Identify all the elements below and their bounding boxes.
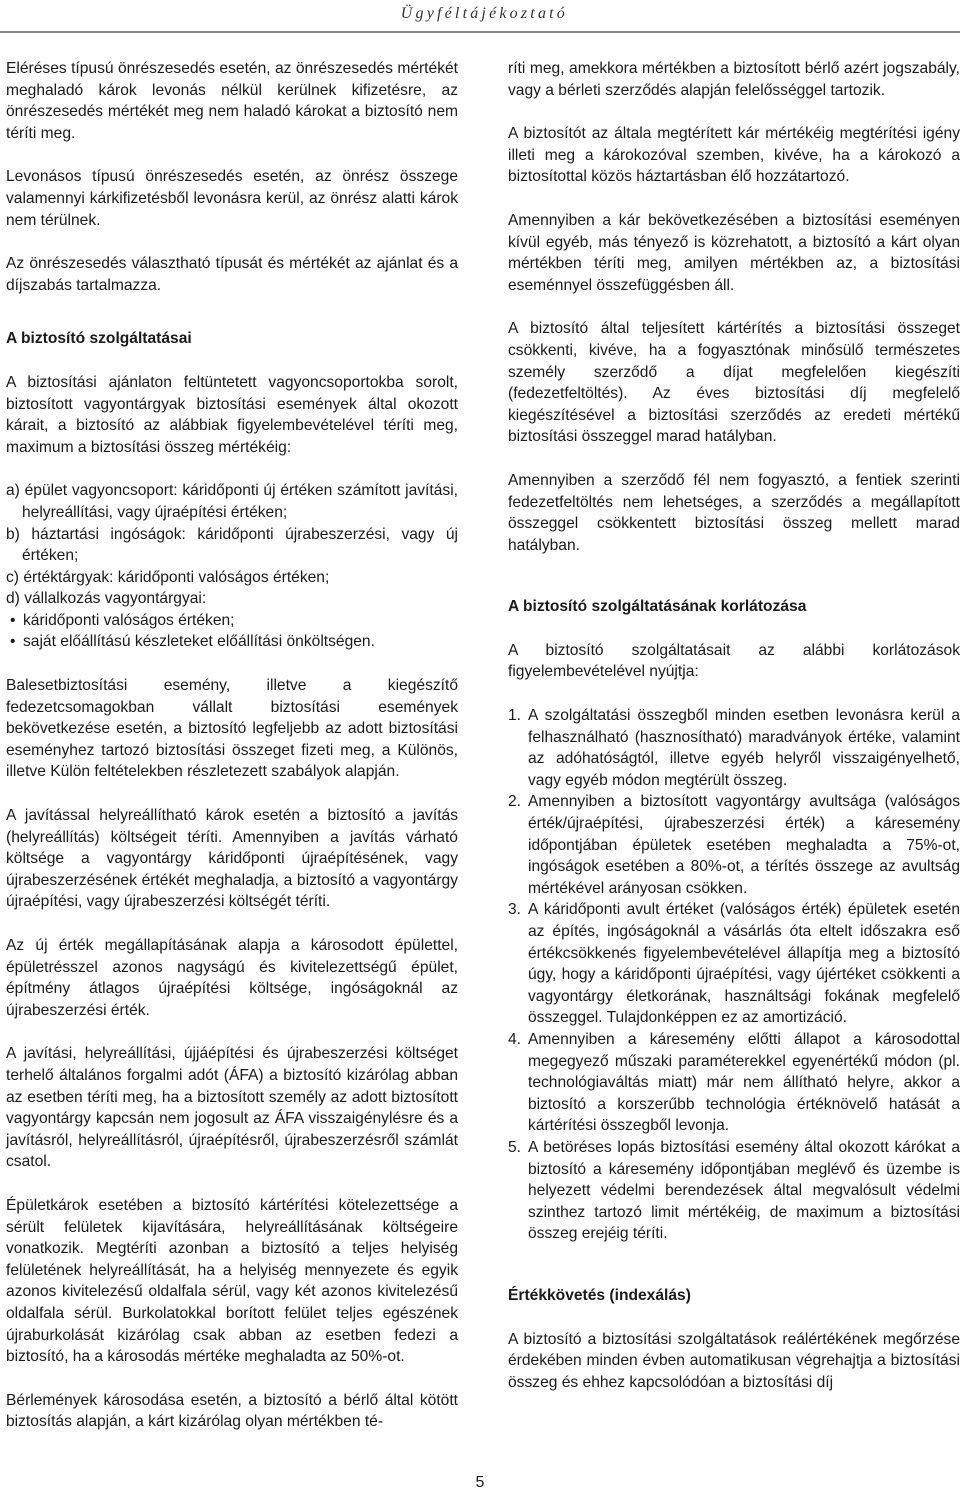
list-item: c) értéktárgyak: káridőponti valóságos értéken; xyxy=(6,568,330,586)
paragraph: A biztosítót az általa megtérített kár mértékéig megtérítési igény illeti meg a károkozóval szemben, kivéve, ha a károkozó a biztosítottal közös háztartásban élő hozzátartozó. xyxy=(508,125,960,186)
bullet-item: • káridőponti valóságos értéken; xyxy=(6,610,458,632)
paragraph: Amennyiben a szerződő fél nem fogyasztó, a fentiek szerinti fedezetfeltöltés nem lehetséges, a szerződés a megállapított összeggel csökkentett biztosítási összeg mellett marad hatályban. xyxy=(508,471,960,554)
paragraph: ríti meg, amekkora mértékben a biztosított bérlő azért jogszabály, vagy a bérleti szerződés alapján felelősséggel tartozik. xyxy=(508,60,960,99)
list-number: 3. xyxy=(508,901,522,919)
paragraph: A biztosítási ajánlaton feltüntetett vagyoncsoportokba sorolt, biztosított vagyontárgyak biztosítási események által okozott kárait, a biztosító az alábbiak figyelembevételével téríti meg, maximum a biztosítási összeg mértékéig: xyxy=(6,373,458,456)
list-item xyxy=(508,791,960,899)
paragraph: Eléréses típusú önrészesedés esetén, az önrészesedés mértékét meghaladó károk levonás nélkül kerülnek kifizetésre, az önrészesedés mértékét meg nem haladó károkat a biztosító nem téríti meg. xyxy=(6,60,458,142)
list-number: 1. xyxy=(508,707,522,725)
paragraph: A javítási, helyreállítási, újjáépítési és újrabeszerzési költséget terhelő általános forgalmi adót (ÁFA) a biztosító kizárólag abban az esetben téríti meg, ha a biztosított személy az adott biztosított vagyontárgy kapcsán nem jogosult az ÁFA visszaigénylésre és a javításról, helyreállításról, újraépítésről, újrabeszerzésről számlát csatol. xyxy=(6,1045,458,1171)
paragraph: Az új érték megállapításának alapja a károsodott épülettel, épületrésszel azonos nagyságú és kivitelezettségű épület, építmény átlagos újraépítési költsége, ingóságoknál az újrabeszerzési érték. xyxy=(6,937,458,1019)
list-text: A káridőponti avult értéket (valóságos érték) épületek esetén az építés, ingóságoknál a vásárlás óta eltelt időszakra eső értékcsökkenés figyelembevételével állapítja meg a biztosító úgy, hogy a káridőponti újraépítési, vagy újértéket csökkenti a vagyontárgy életkorának, használtsági fokának megfelelő összeggel. Tulajdonképpen ez az amortizáció. xyxy=(528,901,960,1027)
paragraph: Épületkárok esetében a biztosító kártérítési kötelezettsége a sérült felületek kijavítására, helyreállításának költségeire vonatkozik. Megtéríti azonban a biztosító a teljes helyiség felületének helyreállítását, ha a helyiség mennyezete és egyik azonos kivitelezésű oldalfala sérül, vagy két azonos kivitelezésű oldalfala sérül. Burkolatokkal borított felület teljes egészének újraburkolását kizárólag csak abban az esetben fedezi a biztosító, ha a károsodás mértéke meghaladta az 50%-ot. xyxy=(6,1196,458,1366)
paragraph: Az önrészesedés választható típusát és mértékét az ajánlat és a díjszabás tartalmazza. xyxy=(6,255,458,294)
section-heading: A biztosító szolgáltatásai xyxy=(6,330,192,348)
paragraph: A javítással helyreállítható károk esetén a biztosító a javítás (helyreállítás) költségeit téríti. Amennyiben a javítás várható költsége a vagyontárgy káridőponti újraépítésének, vagy újrabeszerzésének értékét meghaladja, a biztosító a vagyontárgy újraépítési, vagy újrabeszerzési költségét téríti. xyxy=(6,807,458,911)
list-item: d) vállalkozás vagyontárgyai: xyxy=(6,590,207,608)
list-number: 2. xyxy=(508,793,522,811)
left-column xyxy=(6,58,458,1455)
paragraph: A biztosító a biztosítási szolgáltatások reálértékének megőrzése érdekében minden évben automatikusan végrehajtja a biztosítási összeg és ehhez kapcsolódóan a biztosítási díj xyxy=(508,1330,960,1391)
paragraph: Levonásos típusú önrészesedés esetén, az önrész összege valamennyi kárkifizetésből levonásra kerül, az önrész alatti károk nem térülnek. xyxy=(6,168,458,229)
list-number: 5. xyxy=(508,1138,522,1156)
right-column xyxy=(508,58,960,1415)
page-number: 5 xyxy=(475,1474,485,1491)
section-heading: A biztosító szolgáltatásának korlátozása xyxy=(508,598,807,616)
coverage-list xyxy=(6,480,458,653)
list-item xyxy=(508,899,960,1029)
paragraph: Bérlemények károsodása esetén, a biztosító a bérlő által kötött biztosítás alapján, a kárt kizárólag olyan mértékben té- xyxy=(6,1391,458,1431)
list-text: Amennyiben a káresemény előtti állapot a károsodottal megegyező műszaki paraméterekkel egyenértékű módon (pl. technológiaváltás miatt) már nem állítható helyre, akkor a biztosító a korszerűbb technológia értéknövelő hatását a kártérítési összegből levonja. xyxy=(528,1030,960,1135)
list-text: A szolgáltatási összegből minden esetben levonásra kerül a felhasználható (hasznosítható) maradványok értéke, valamint az adóhatóságtól, illetve egyéb helyről visszaigényelhető, vagy egyéb módon megtérült összeg. xyxy=(528,707,960,789)
header-title: Ügyféltájékoztató xyxy=(400,5,568,22)
list-item: a) épület vagyoncsoport: káridőponti új értéken számított javítási, helyreállítási, vagy újraépítési értéken; xyxy=(6,482,458,521)
list-item xyxy=(508,1137,960,1245)
list-item xyxy=(508,1029,960,1137)
header-rule xyxy=(0,31,960,33)
page-header xyxy=(0,0,960,30)
limitations-list xyxy=(508,705,960,1245)
paragraph: Balesetbiztosítási esemény, illetve a kiegészítő fedezetcsomagokban vállalt biztosítási események bekövetkezése esetén, a biztosító legfeljebb az adott biztosítási eseményhez tartozó biztosítási összeget fizeti meg, a Különös, illetve Külön feltételekben részletezett szabályok alapján. xyxy=(6,677,458,781)
list-item xyxy=(508,705,960,791)
bullet-item: • saját előállítású készleteket előállítási önköltségen. xyxy=(6,631,458,653)
section-heading: Értékkövetés (indexálás) xyxy=(508,1286,691,1304)
list-number: 4. xyxy=(508,1030,522,1048)
list-item: b) háztartási ingóságok: káridőponti újrabeszerzési, vagy új értéken; xyxy=(6,525,458,565)
paragraph: A biztosító szolgáltatásait az alábbi korlátozások figyelembevételével nyújtja: xyxy=(508,641,960,681)
list-text: A betöréses lopás biztosítási esemény által okozott kárókat a biztosító a káresemény időpontjában meglévő és üzembe is helyezett védelmi berendezések által megvalósult védelmi szinthez tartozó limit mértékéig, de maximum a biztosítási összeg erejéig téríti. xyxy=(528,1138,960,1243)
list-text: Amennyiben a biztosított vagyontárgy avultsága (valóságos érték/újraépítési, újrabeszerzési érték) a káresemény időpontjában épületek esetében meghaladta a 75%-ot, ingóságok esetében a 80%-ot, a térítés összege az avultság mértékével arányosan csökken. xyxy=(528,793,960,897)
paragraph: Amennyiben a kár bekövetkezésében a biztosítási eseményen kívül egyéb, más tényező is közrehatott, a biztosító a kárt olyan mértékben téríti meg, amilyen mértékben az, a biztosítási eseménnyel összefüggésben áll. xyxy=(508,211,960,294)
paragraph: A biztosító által teljesített kártérítés a biztosítási összeget csökkenti, kivéve, ha a fogyasztónak minősülő természetes személy szerződő a díjat megfelelően kiegészíti (fedezetfeltöltés). Az éves biztosítási díj megfelelő kiegészítésével a biztosítási szerződés az eredeti mértékű biztosítási összeggel marad hatályban. xyxy=(508,320,960,446)
